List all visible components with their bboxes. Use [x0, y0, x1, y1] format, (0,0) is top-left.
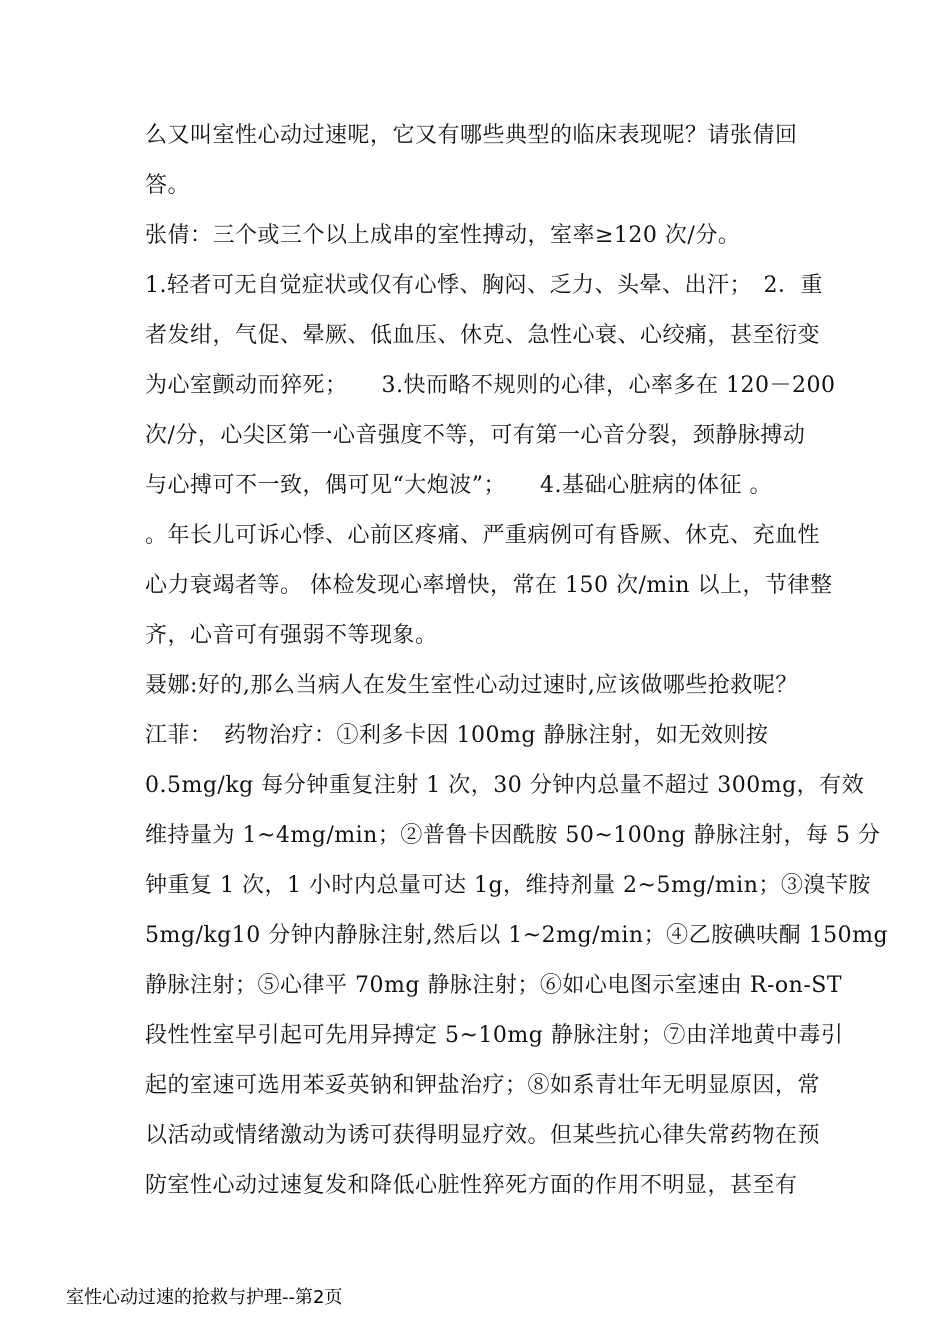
- body-text-line: 起的室速可选用苯妥英钠和钾盐治疗；⑧如系青壮年无明显原因，常: [145, 1073, 821, 1098]
- body-text-line: 静脉注射；⑤心律平 70mg 静脉注射；⑥如心电图示室速由 R-on-ST: [145, 973, 843, 998]
- body-text-line: 0.5mg/kg 每分钟重复注射 1 次，30 分钟内总量不超过 300mg，有效: [145, 773, 865, 798]
- body-text-line: 聂娜:好的,那么当病人在发生室性心动过速时,应该做哪些抢救呢？: [145, 673, 798, 698]
- body-text-line: 次/分，心尖区第一心音强度不等，可有第一心音分裂，颈静脉搏动: [145, 423, 806, 448]
- body-text-line: 江菲： 药物治疗：①利多卡因 100mg 静脉注射，如无效则按: [145, 723, 769, 748]
- body-text-line: 齐，心音可有强弱不等现象。: [145, 623, 438, 648]
- body-text-line: 以活动或情绪激动为诱可获得明显疗效。但某些抗心律失常药物在预: [145, 1123, 821, 1148]
- body-text-line: 段性性室早引起可先用异搏定 5~10mg 静脉注射；⑦由洋地黄中毒引: [145, 1023, 844, 1048]
- body-text-line: 者发绀，气促、晕厥、低血压、休克、急性心衰、心绞痛，甚至衍变: [145, 323, 821, 348]
- body-text-line: 维持量为 1~4mg/min；②普鲁卡因酰胺 50~100ng 静脉注射，每 5 分: [145, 823, 881, 848]
- body-text-line: 1.轻者可无自觉症状或仅有心悸、胸闷、乏力、头晕、出汗； 2．重: [145, 273, 823, 298]
- body-text-line: 与心搏可不一致，偶可见“大炮波”； 4.基础心脏病的体征 。: [145, 473, 772, 498]
- body-text-line: 为心室颤动而猝死； 3.快而略不规则的心律，心率多在 120－200: [145, 373, 836, 398]
- body-text-line: 钟重复 1 次，1 小时内总量可达 1g，维持剂量 2~5mg/min；③溴苄胺: [145, 873, 871, 898]
- body-text-line: 答。: [145, 173, 191, 198]
- body-text-line: 心力衰竭者等。 体检发现心率增快，常在 150 次/min 以上，节律整: [145, 573, 833, 598]
- page-footer: 室性心动过速的抢救与护理--第2页: [66, 1287, 343, 1308]
- body-text-line: 5mg/kg10 分钟内静脉注射,然后以 1~2mg/min；④乙胺碘呋酮 150mg: [145, 923, 889, 948]
- body-text-line: 张倩：三个或三个以上成串的室性搏动，室率≥120 次/分。: [145, 223, 741, 248]
- body-text-line: 。年长儿可诉心悸、心前区疼痛、严重病例可有昏厥、休克、充血性: [145, 523, 821, 548]
- body-text-line: 么又叫室性心动过速呢，它又有哪些典型的临床表现呢？请张倩回: [145, 123, 798, 148]
- body-text-line: 防室性心动过速复发和降低心脏性猝死方面的作用不明显，甚至有: [145, 1173, 798, 1198]
